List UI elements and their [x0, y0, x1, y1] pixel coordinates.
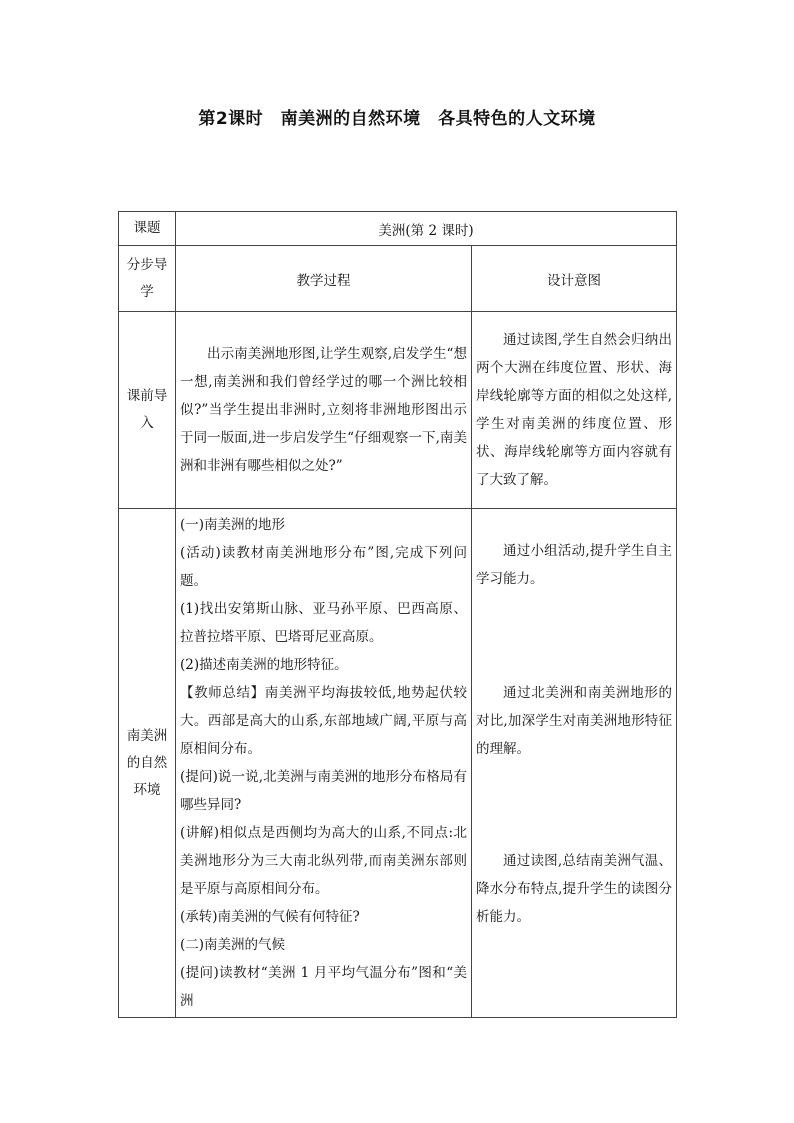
intent-header: 设计意图 — [472, 246, 677, 312]
page-title: 第2课时 南美洲的自然环境 各具特色的人文环境 — [198, 109, 596, 129]
steps-label: 分步导学 — [119, 246, 176, 312]
process-header: 教学过程 — [176, 246, 472, 312]
intro-row — [119, 312, 677, 509]
intro-label: 课前导入 — [119, 312, 176, 509]
process-line: (一)南美洲的地形 — [180, 517, 286, 533]
environment-process — [176, 509, 472, 1018]
lesson-plan-table — [118, 211, 677, 1018]
intent-paragraph: 通过小组活动,提升学生自主学习能力。 — [476, 543, 672, 587]
process-line: (2)描述南美洲的地形特征。 — [180, 657, 348, 673]
process-line: (讲解)相似点是西侧均为高大的山系,不同点:北美洲地形分为三大南北纵列带,而南美洲东部则是平原与高原相间分布。 — [180, 825, 467, 897]
header-row — [119, 246, 677, 312]
intent-paragraph: 通过读图,总结南美洲气温、降水分布特点,提升学生的读图分析能力。 — [476, 853, 672, 925]
intro-intent: 通过读图,学生自然会归纳出两个大洲在纬度位置、形状、海岸线轮廓等方面的相似之处这样,学生对南美洲的纬度位置、形状、海岸线轮廓等方面内容就有了大致了解。 — [472, 312, 677, 509]
intent-paragraph: 通过北美洲和南美洲地形的对比,加深学生对南美洲地形特征的理解。 — [476, 685, 672, 757]
process-line: (1)找出安第斯山脉、亚马孙平原、巴西高原、拉普拉塔平原、巴塔哥尼亚高原。 — [180, 601, 467, 645]
process-line: (活动)读教材南美洲地形分布”图,完成下列问题。 — [180, 545, 467, 589]
process-line: (提问)读教材“美洲 1 月平均气温分布”图和“美洲 — [180, 965, 467, 1009]
environment-intent — [472, 509, 677, 1018]
process-line: (提问)说一说,北美洲与南美洲的地形分布格局有哪些异同? — [180, 769, 467, 813]
process-line: (承转)南美洲的气候有何特征? — [180, 909, 360, 925]
process-line: (二)南美洲的气候 — [180, 937, 286, 953]
topic-label: 课题 — [119, 212, 176, 246]
topic-row — [119, 212, 677, 246]
environment-row — [119, 509, 677, 1018]
topic-value: 美洲(第 2 课时) — [176, 212, 677, 246]
intro-process: 出示南美洲地形图,让学生观察,启发学生“想一想,南美洲和我们曾经学过的哪一个洲比较相似?”当学生提出非洲时,立刻将非洲地形图出示于同一版面,进一步启发学生“仔细观察一下,南美洲和非洲有哪些相似之处?” — [176, 312, 472, 509]
process-line: 【教师总结】南美洲平均海拔较低,地势起伏较大。西部是高大的山系,东部地域广阔,平原与高原相间分布。 — [180, 685, 467, 757]
environment-label: 南美洲的自然环境 — [119, 509, 176, 1018]
